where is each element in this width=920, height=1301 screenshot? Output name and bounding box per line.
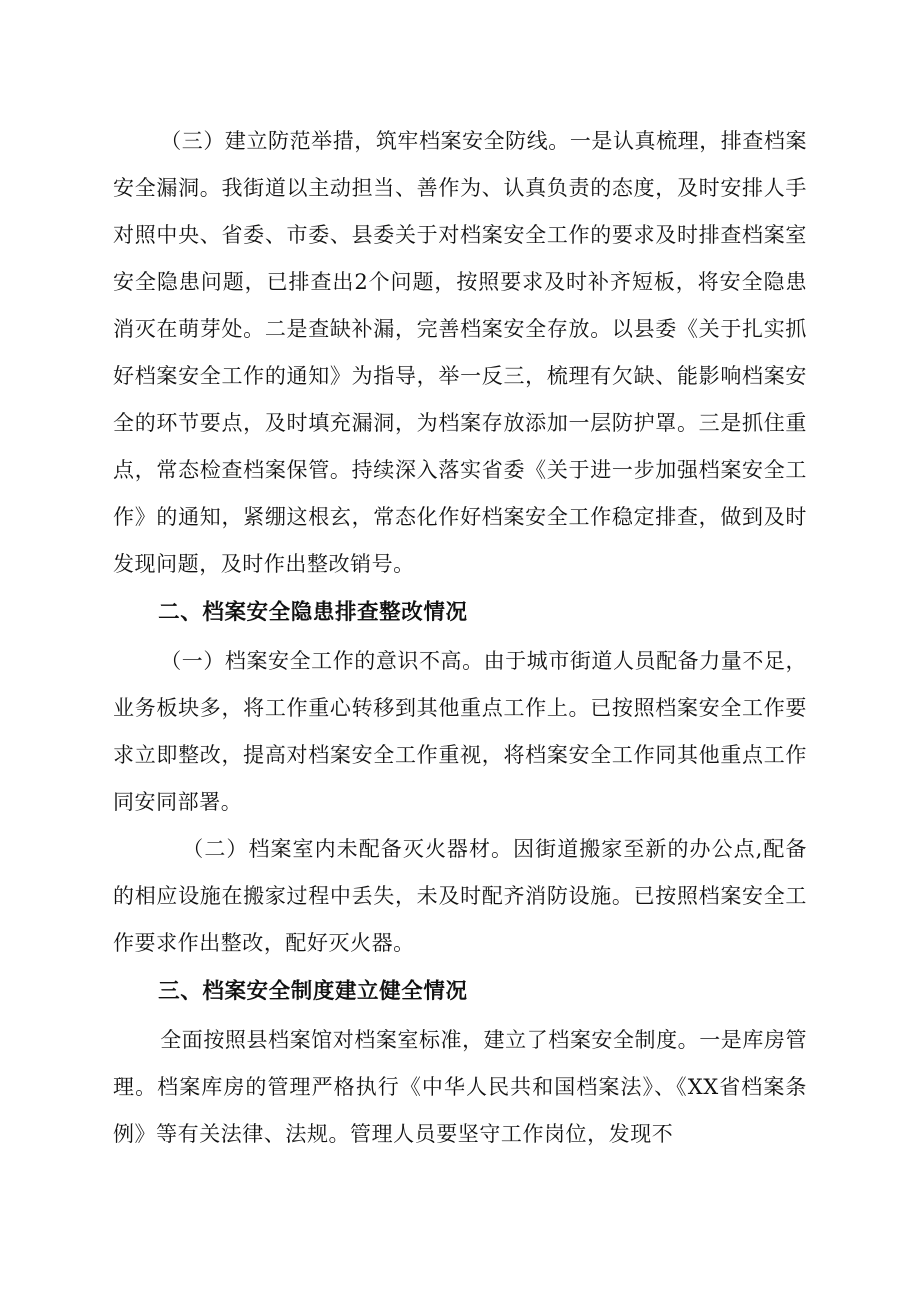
paragraph-safety-system-detail: 全面按照县档案馆对档案室标准，建立了档案安全制度。一是库房管理。档案库房的管理严格执行《中华人民共和国档案法》、《XX省档案条例》等有关法律、法规。管理人员要坚守工作岗位，发现不 [113, 1028, 807, 1146]
heading-safety-system: 三、档案安全制度建立健全情况 [158, 979, 468, 1004]
paragraph-fire-equipment-issue: （二）档案室内未配备灭火器材。因街道搬家至新的办公点,配备的相应设施在搬家过程中丢失，未及时配齐消防设施。已按照档案安全工作要求作出整改，配好灭火器。 [113, 837, 807, 955]
paragraph-section-3-safety-measures: （三）建立防范举措，筑牢档案安全防线。一是认真梳理，排查档案安全漏洞。我街道以主动担当、善作为、认真负责的态度，及时安排人手对照中央、省委、市委、县委关于对档案安全工作的要求及时排查档案室安全隐患问题，已排查出2个问题，按照要求及时补齐短板，将安全隐患消灭在萌芽处。二是查缺补漏，完善档案安全存放。以县委《关于扎实抓好档案安全工作的通知》为指导，举一反三，梳理有欠缺、能影响档案安全的环节要点，及时填充漏洞，为档案存放添加一层防护罩。三是抓住重点，常态检查档案保管。持续深入落实省委《关于进一步加强档案安全工作》的通知，紧绷这根玄，常态化作好档案安全工作稳定排查，做到及时发现问题，及时作出整改销号。 [113, 129, 807, 576]
paragraph-awareness-issue: （一）档案安全工作的意识不高。由于城市街道人员配备力量不足，业务板块多，将工作重心转移到其他重点工作上。已按照档案安全工作要求立即整改，提高对档案安全工作重视，将档案安全工作同其他重点工作同安同部署。 [113, 649, 807, 814]
document-body [113, 118, 807, 1158]
heading-hazard-rectification: 二、档案安全隐患排查整改情况 [158, 600, 468, 625]
